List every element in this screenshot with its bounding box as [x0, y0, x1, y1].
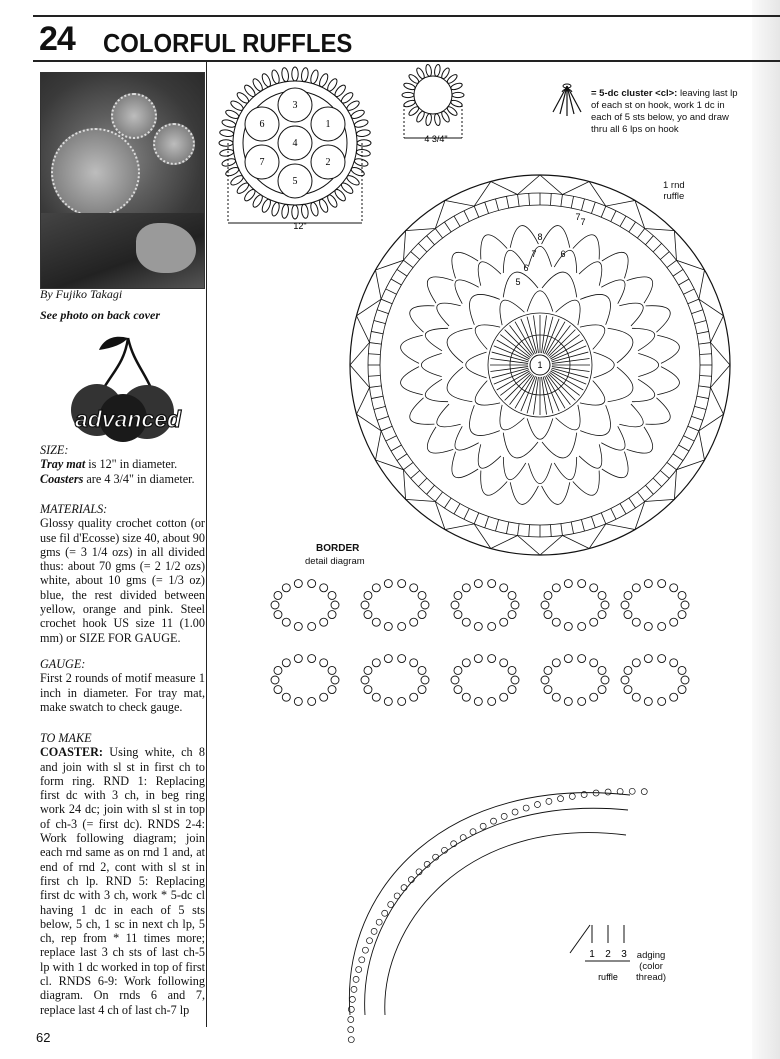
gauge-heading: GAUGE: [40, 657, 86, 671]
adging-label: adging (color thread) [636, 950, 667, 983]
materials-section [40, 502, 205, 645]
cluster-legend: = 5-dc cluster <cl>: leaving last lp of each st on hook, work 1 dc in each of 5 sts below, yo and draw thru all 6 lps on hook [591, 88, 738, 135]
gauge-section [40, 657, 205, 714]
page-header [33, 18, 780, 62]
left-column [33, 60, 207, 1027]
edging-diagram [330, 765, 660, 1025]
tray-motif-num: 7 [259, 157, 265, 168]
author-byline: By Fujiko Takagi [40, 287, 123, 301]
ruffle-label: 1 rnd ruffle [663, 180, 685, 202]
round-number: 7 [531, 249, 537, 259]
size-line-1: Tray mat is 12" in diameter. [40, 457, 178, 472]
size-section [40, 443, 205, 486]
chapter-number: 24 [39, 20, 75, 58]
round-number: 5 [515, 277, 521, 287]
edge-row-num: 1 [589, 949, 595, 960]
tray-motif-num: 1 [325, 119, 331, 130]
skill-level-cherry-badge [53, 330, 203, 440]
coaster-layout-diagram [400, 65, 470, 150]
coaster-stitch-chart [348, 165, 738, 560]
border-detail-diagram [265, 580, 685, 730]
gauge-body: First 2 rounds of motif measure 1 inch in diameter. For tray mat, make swatch to check gauge. [40, 671, 205, 714]
tray-dimension: 12" [293, 221, 307, 231]
border-subtitle: detail diagram [305, 556, 365, 567]
page-number: 62 [36, 1030, 51, 1045]
tray-motif-num: 2 [325, 157, 331, 168]
to-make-body: COASTER: Using white, ch 8 and join with sl st in first ch to form ring. RND 1: Replacing first dc with 3 ch, in beg ring work 24 dc; join with sl st in top of ch-3 (= first dc). RNDS 2-4: Work following diagram; join each rnd same as on rnd 1 and, at end of rnd 2, cont with sl st in first ch lp. RND 5: Replacing first dc with 3 ch, work * 5-dc cl having 1 dc in each of 5 sts below, 5 ch, 1 sc in next ch lp, 5 ch, rep from * 11 times more; replace last 3 ch sts of last ch-5 lp with 1 dc worked in top of first cl. RNDS 6-9: Work following diagram. On rnds 6 and 7, replace last 4 ch of last ch-7 lp [40, 745, 205, 1017]
round-number: 6 [523, 263, 529, 273]
materials-body: Glossy quality crochet cotton (or use fil d'Ecosse) size 40, about 90 gms (= 3 1/4 ozs) in all divided thus: about 70 gms (= 2 1/2 ozs) white, about 10 gms (= 1/3 oz) blue, the rest divided between yellow, orange and pink. Steel crochet hook US size 11 (1.00 mm) or SIZE FOR GAUGE. [40, 516, 205, 645]
round-number: 7 [580, 217, 586, 227]
edge-ruffle-label: ruffle [598, 972, 618, 982]
round-number: 6 [560, 249, 566, 259]
edge-row-num: 2 [605, 949, 611, 960]
to-make-heading: TO MAKE [40, 731, 92, 745]
tray-motif-num: 3 [292, 100, 298, 111]
coaster-dimension: 4 3/4" [424, 134, 448, 144]
size-line-2: Coasters are 4 3/4" in diameter. [40, 471, 195, 486]
materials-heading: MATERIALS: [40, 502, 108, 516]
tray-motif-num: 4 [292, 138, 298, 149]
edge-row-num: 3 [621, 949, 627, 960]
cluster-symbol-icon [550, 82, 584, 122]
badge-label: advanced [74, 406, 182, 432]
see-photo-note: See photo on back cover [40, 308, 160, 322]
round-number: 1 [537, 360, 543, 370]
project-photo [40, 72, 205, 289]
round-number: 8 [537, 232, 543, 242]
border-title: BORDER [316, 543, 360, 554]
to-make-section [40, 731, 205, 1017]
size-heading: SIZE: [40, 443, 69, 457]
round-number: 7 [575, 212, 581, 222]
tray-motif-num: 5 [292, 176, 298, 187]
tray-motif-num: 6 [259, 119, 265, 130]
chapter-title: COLORFUL RUFFLES [103, 28, 353, 58]
